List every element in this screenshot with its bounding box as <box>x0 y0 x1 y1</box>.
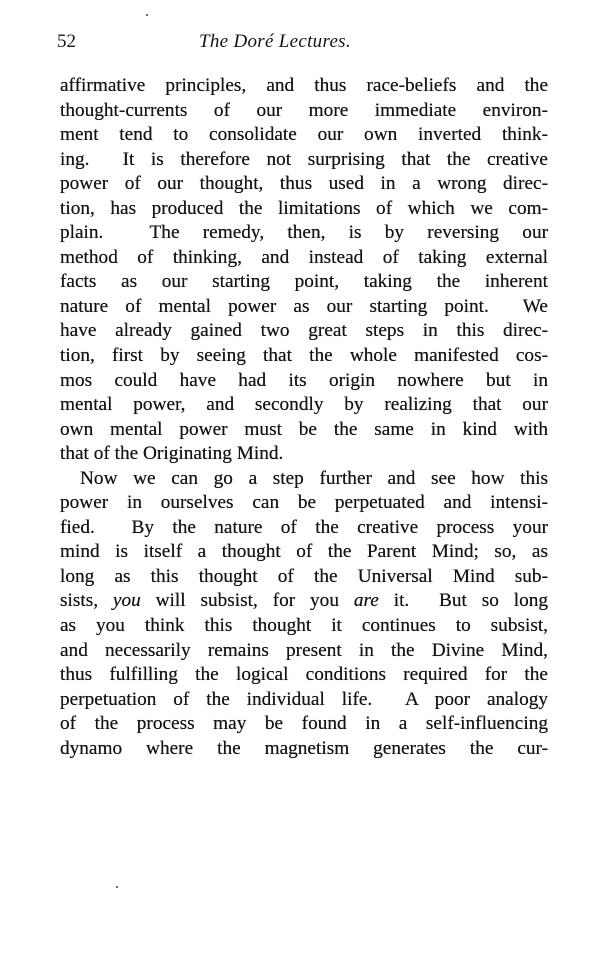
text-segment: and necessarily remains present in the Divine Mind, <box>60 639 548 661</box>
text-line <box>60 393 548 418</box>
text-line <box>60 491 548 516</box>
text-line <box>60 319 548 344</box>
text-segment: have already gained two great steps in this direc- <box>60 320 548 342</box>
text-segment: affirmative principles, and thus race-beliefs and the <box>60 75 548 96</box>
text-segment: fied. By the nature of the creative process your <box>60 516 548 538</box>
text-line <box>60 565 548 590</box>
text-segment: ment tend to consolidate our own inverted think- <box>60 124 548 146</box>
page-number: 52 <box>57 31 76 52</box>
text-line <box>60 418 548 443</box>
italic-text: are <box>353 590 379 612</box>
text-line <box>60 344 548 369</box>
text-line <box>60 688 548 713</box>
text-line <box>60 221 548 246</box>
text-line <box>60 540 548 565</box>
text-line <box>60 712 548 737</box>
text-line <box>60 172 548 197</box>
text-line <box>60 589 548 614</box>
text-segment: thought-currents of our more immediate environ- <box>60 99 548 121</box>
text-segment: power in ourselves can be perpetuated and intensi- <box>60 492 548 514</box>
text-line <box>60 148 548 173</box>
text-segment: thus fulfilling the logical conditions required for the <box>60 664 548 686</box>
scan-speck <box>116 886 118 888</box>
text-line <box>60 516 548 541</box>
text-line <box>60 295 548 320</box>
text-line <box>60 614 548 639</box>
text-segment: mind is itself a thought of the Parent Mind; so, as <box>60 541 548 563</box>
text-line <box>60 639 548 664</box>
text-line <box>60 442 548 467</box>
italic-text: you <box>112 590 141 612</box>
text-segment: plain. The remedy, then, is by reversing our <box>60 222 548 244</box>
text-segment: power of our thought, thus used in a wrong direc- <box>60 173 548 195</box>
text-segment: mos could have had its origin nowhere but in <box>60 369 548 391</box>
text-segment: mental power, and secondly by realizing that our <box>60 394 548 416</box>
text-segment: tion, first by seeing that the whole manifested cos- <box>60 345 548 367</box>
text-segment: as you think this thought it continues to subsist, <box>60 615 548 637</box>
text-segment: it. But so long <box>378 590 549 612</box>
text-segment: Now we can go a step further and see how this <box>80 467 548 489</box>
text-line <box>60 99 548 124</box>
text-segment: method of thinking, and instead of taking external <box>60 246 548 268</box>
text-segment: will subsist, for you <box>140 590 354 612</box>
text-segment: long as this thought of the Universal Mind sub- <box>60 565 548 587</box>
text-line <box>60 369 548 394</box>
text-segment: ing. It is therefore not surprising that the creative <box>60 148 548 170</box>
text-segment: perpetuation of the individual life. A poor analogy <box>60 688 548 710</box>
text-segment: that of the Originating Mind. <box>60 443 284 465</box>
text-segment: nature of mental power as our starting point. We <box>60 295 548 317</box>
text-line <box>60 74 548 99</box>
text-segment: facts as our starting point, taking the inherent <box>60 271 548 293</box>
text-line <box>60 123 548 148</box>
text-line <box>60 663 548 688</box>
text-segment: sists, <box>60 590 113 612</box>
body-text <box>60 74 548 761</box>
text-line <box>60 737 548 762</box>
running-title: The Doré Lectures. <box>199 31 351 52</box>
text-line <box>60 467 548 492</box>
text-segment: dynamo where the magnetism generates the cur- <box>60 737 548 759</box>
text-line <box>60 270 548 295</box>
text-segment: of the process may be found in a self-influencing <box>60 713 548 735</box>
text-segment: own mental power must be the same in kind with <box>60 418 548 440</box>
text-segment: tion, has produced the limitations of which we com- <box>60 197 548 219</box>
text-line <box>60 246 548 271</box>
text-line <box>60 197 548 222</box>
scan-speck <box>146 14 148 16</box>
